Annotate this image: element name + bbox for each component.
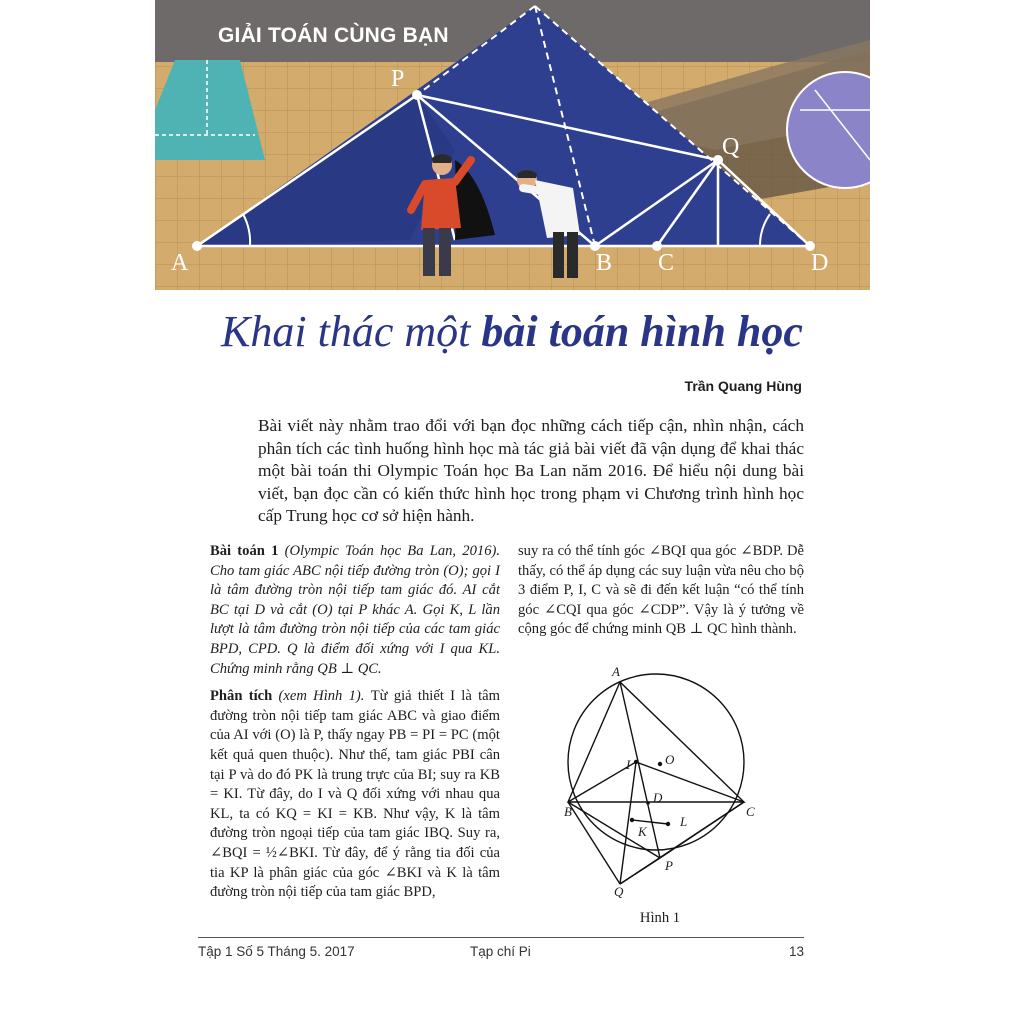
intro-paragraph: Bài viết này nhằm trao đổi với bạn đọc những cách tiếp cận, nhìn nhận, cách phân tích các tình huống hình học mà tác giả bài viết đã vận dụng để khai thác một bài toán thi Olympic Toán học Ba Lan năm 2016. Để hiểu nội dung bài viết, bạn đọc cần có kiến thức hình học trong phạm vi Chương trình hình học cấp Trung học cơ sở hiện hành. [258, 416, 804, 525]
problem-heading: Bài toán 1 [210, 543, 279, 559]
fig-label-o: O [665, 752, 675, 767]
analysis-ref: (xem Hình 1). [272, 688, 371, 705]
section-tag: GIẢI TOÁN CÙNG BẠN [218, 24, 449, 47]
fig-label-q: Q [614, 884, 624, 899]
article-title [0, 306, 1024, 357]
footer-rule [198, 937, 804, 938]
figure-caption: Hình 1 [639, 910, 681, 926]
fig-label-k: K [638, 824, 647, 839]
fig-label-l: L [680, 814, 688, 829]
banner-label-a: A [171, 250, 189, 276]
footer-issue: Tập 1 Số 5 Tháng 5. 2017 [198, 944, 355, 959]
header-illustration [155, 0, 870, 290]
problem-statement: Cho tam giác ABC nội tiếp đường tròn (O); gọi I là tâm đường tròn nội tiếp tam giác đó. AI cắt BC tại D và cắt (O) tại P khác A. Gọi K, L lần lượt là tâm đường tròn nội tiếp của các tam giác BPD, CPD. Q là điểm đối xứng với I qua KL. Chứng minh rằng QB ⊥ QC. [210, 562, 500, 677]
fig-label-c: C [746, 804, 755, 819]
fig-label-i: I [626, 757, 631, 772]
problem-paragraph [210, 542, 500, 679]
analysis-heading: Phân tích [210, 688, 273, 705]
banner-label-q: Q [722, 134, 740, 160]
fig-label-p: P [665, 858, 673, 873]
circumcircle-o [568, 674, 744, 850]
analysis-text: Từ giả thiết I là tâm đường tròn nội tiếp tam giác ABC và giao điểm của AI với (O) là P, thấy ngay PB = PI = PC (một kết quả quen thuộc). Như thế, tam giác PBI cân tại P và do đó PK là trung trực của BI; suy ra KB = KI. Từ đây, do I và Q đối xứng với nhau qua KL, ta có KQ = KI = KB. Như vậy, K là tâm đường tròn ngoại tiếp của tam giác IBQ. Suy ra, ∠BQI = ½∠BKI. Từ đây, để ý rằng tia đối của tia KP là phân giác của góc ∠BKI và K là tâm đường tròn nội tiếp của tam giác BPD, [210, 688, 500, 901]
title-bold: bài toán hình học [481, 307, 803, 356]
footer-journal: Tạp chí Pi [470, 944, 531, 959]
banner-label-b: B [596, 250, 613, 276]
title-regular: Khai thác một [221, 307, 482, 356]
fig-label-a: A [612, 664, 620, 679]
fig-label-d: D [653, 790, 663, 805]
left-column [210, 542, 500, 911]
author-name: Trần Quang Hùng [684, 378, 802, 394]
footer-page-number: 13 [788, 944, 804, 959]
banner-label-d: D [811, 250, 829, 276]
continuation-paragraph: suy ra có thể tính góc ∠BQI qua góc ∠BDP. Dễ thấy, có thể áp dụng các suy luận vừa nêu cho bộ 3 điểm P, I, C và sẽ đi đến kết luận “có thể tính góc ∠CQI qua góc ∠CDP”. Vậy là ý tưởng về cộng góc để chứng minh QB ⊥ QC hình thành. [518, 543, 804, 638]
banner-label-p: P [391, 66, 405, 92]
figure-1 [548, 662, 788, 902]
problem-source: (Olympic Toán học Ba Lan, 2016). [278, 543, 500, 559]
fig-label-b: B [564, 804, 572, 819]
analysis-paragraph [210, 687, 500, 903]
right-column [518, 542, 804, 648]
banner-label-c: C [658, 250, 675, 276]
